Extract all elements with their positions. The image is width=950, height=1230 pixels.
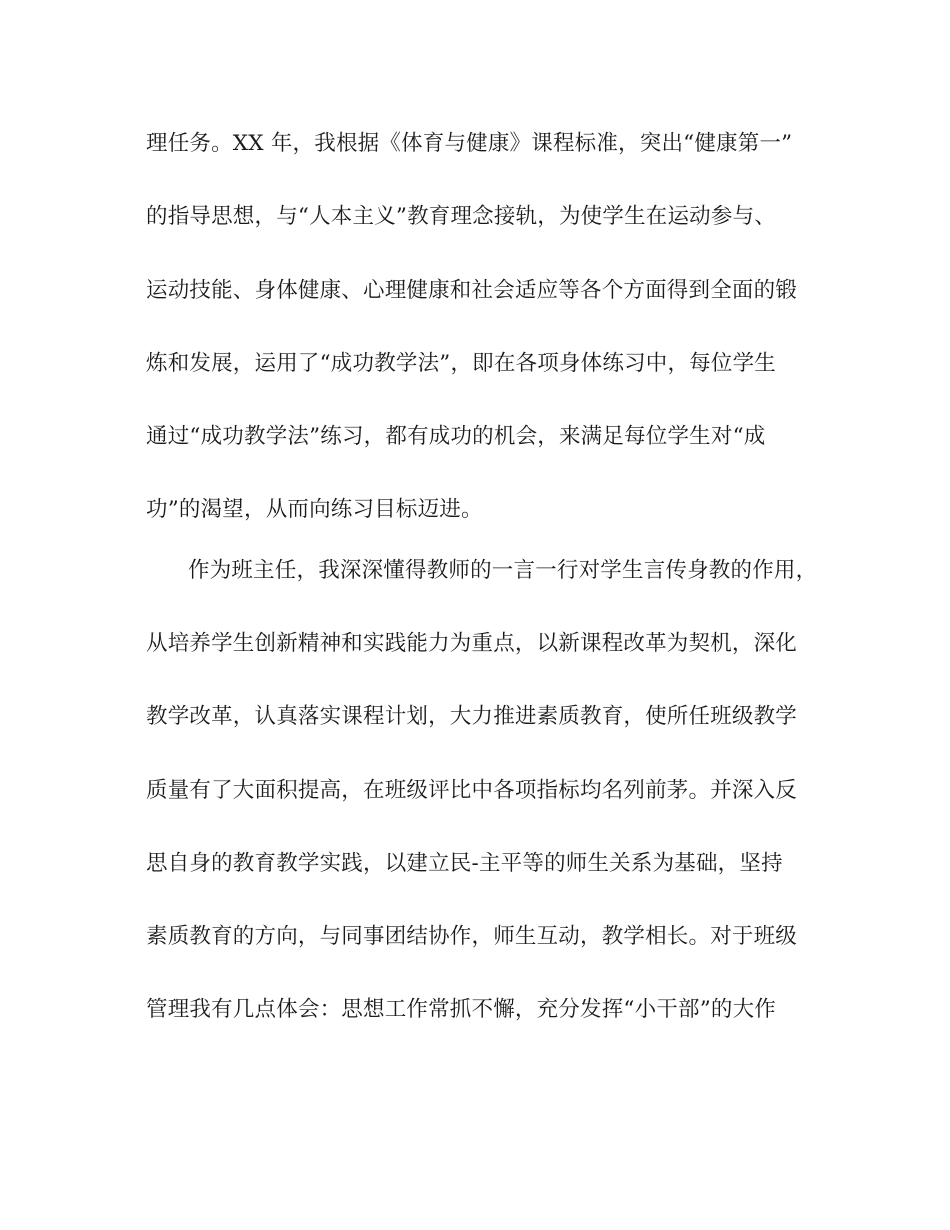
paragraph-1-line-5: 通过“成功教学法”练习，都有成功的机会，来满足每位学生对“成 [146,424,766,449]
paragraph-1-line-2: 的指导思想，与“人本主义”教育理念接轨，为使学生在运动参与、 [146,204,776,229]
paragraph-2-line-7: 管理我有几点体会：思想工作常抓不懈，充分发挥“小干部”的大作 [146,997,776,1022]
paragraph-2-line-6: 素质教育的方向，与同事团结协作，师生互动，教学相长。对于班级 [146,924,798,949]
paragraph-1-line-3: 运动技能、身体健康、心理健康和社会适应等各个方面得到全面的锻 [146,278,798,303]
paragraph-2-line-1: 作为班主任，我深深懂得教师的一言一行对学生言传身教的作用， [188,558,818,583]
paragraph-2-line-2: 从培养学生创新精神和实践能力为重点，以新课程改革为契机，深化 [146,631,798,656]
paragraph-1-line-4: 炼和发展，运用了“成功教学法”，即在各项身体练习中，每位学生 [146,351,776,376]
paragraph-2-line-4: 质量有了大面积提高，在班级评比中各项指标均名列前茅。并深入反 [146,778,798,803]
paragraph-2-line-5: 思自身的教育教学实践，以建立民-主平等的师生关系为基础，坚持 [146,851,783,876]
paragraph-2-line-3: 教学改革，认真落实课程计划，大力推进素质教育，使所任班级教学 [146,704,798,729]
paragraph-1-line-6: 功”的渴望，从而向练习目标迈进。 [146,497,483,522]
paragraph-1-line-1: 理任务。XX 年，我根据《体育与健康》课程标准，突出“健康第一” [146,131,793,156]
